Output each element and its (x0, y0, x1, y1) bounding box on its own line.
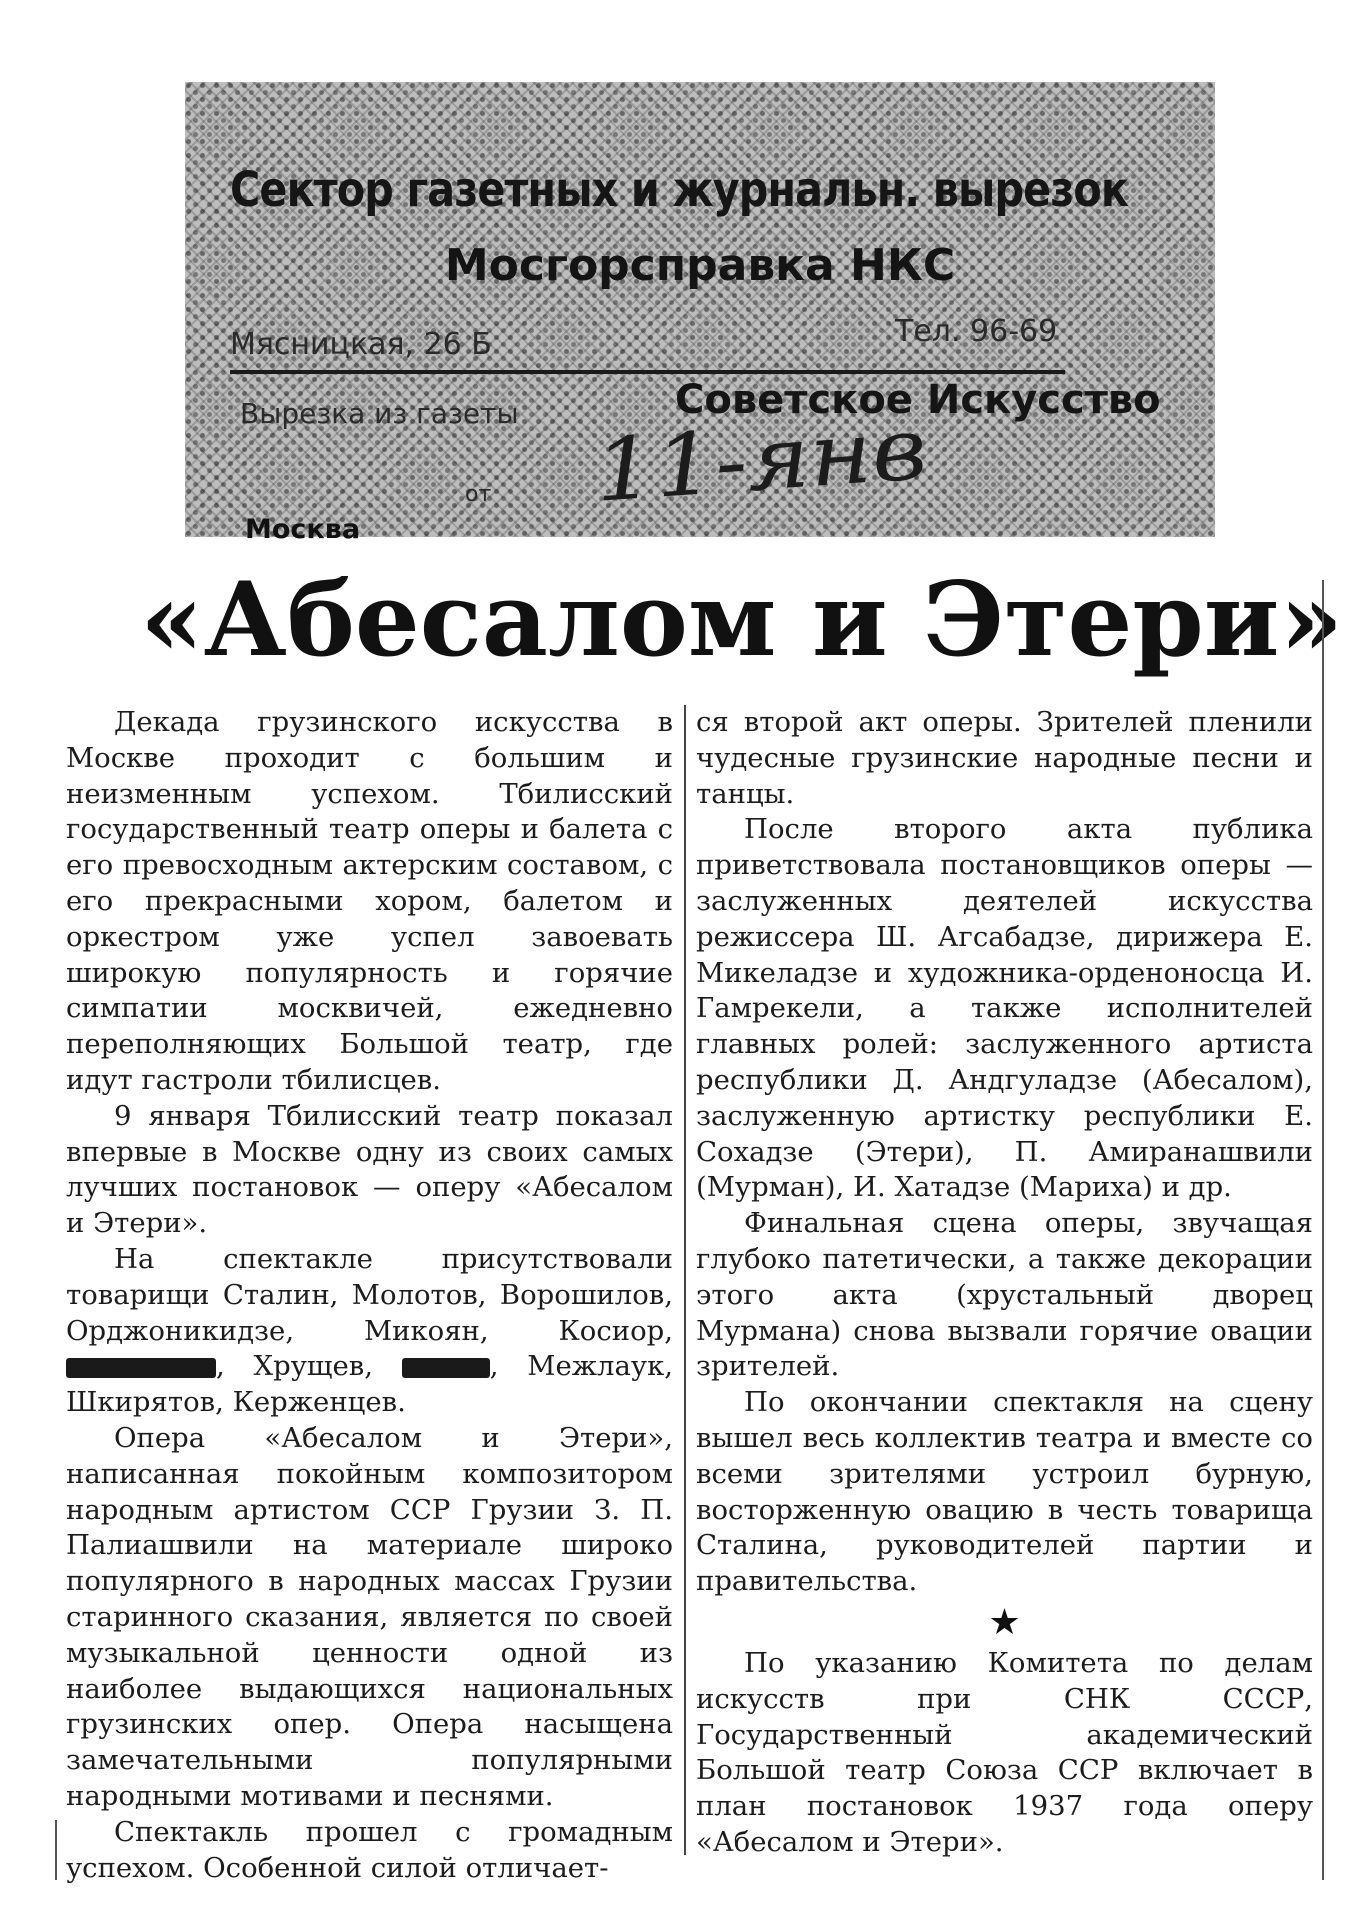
stamp-divider (230, 370, 1065, 374)
article-column-left (66, 705, 673, 1886)
paragraph: После второго акта публика приветствовала постановщиков оперы — заслуженных деятелей искусства режиссера Ш. Агсабадзе, дирижера Е. Микеладзе и художника-орденоносца И. Гамрекели, а также исполнителей главных ролей: заслуженного артиста республики Д. Андгуладзе (Абесалом), заслуженную артистку республики Е. Сохадзе (Этери), П. Амиранашвили (Мурман), И. Хатадзе (Мариха) и др. (696, 813, 1313, 1204)
article-column-right (696, 705, 1313, 1861)
column-divider (684, 705, 686, 1855)
stamp-newspaper-name: Советское Искусство (675, 377, 1161, 423)
stamp-city: Москва (245, 514, 361, 545)
star-separator-icon: ★ (988, 1601, 1021, 1643)
stamp-title: Сектор газетных и журнальн. вырезок (230, 162, 1129, 218)
paragraph-attendees (66, 1242, 673, 1421)
clipping-edge-right (1322, 580, 1324, 1880)
attendees-text: На спектакле присутствовали товарищи Сталин, Молотов, Ворошилов, Орджоникидзе, Микоян, Косиор, (66, 1242, 673, 1347)
paragraph: Финальная сцена оперы, звучащая глубоко патетически, а также декорации этого акта (хрустальный дворец Мурмана) снова вызвали горячие овации зрителей. (696, 1207, 1313, 1383)
stamp-organization: Мосгорсправка НКС (444, 240, 956, 291)
clipping-edge-left (55, 1820, 57, 1880)
stamp-source-label: Вырезка из газеты (240, 397, 519, 430)
paragraph: ся второй акт оперы. Зрителей пленили чудесные грузинские народные песни и танцы. (696, 706, 1313, 810)
article-headline: «Абесалом и Этери» (140, 560, 1344, 680)
paragraph: Опера «Абесалом и Этери», написанная покойным композитором народным артистом ССР Грузии З. П. Палиашвили на материале широко популярного в народных массах Грузии старинного сказания, является по своей музыкальной ценности одной из наиболее выдающихся национальных грузинских опер. Опера насыщена замечательными популярными народными мотивами и песнями. (66, 1421, 673, 1812)
stamp-from-label: от (465, 482, 492, 507)
redacted-name (402, 1358, 490, 1378)
paragraph: По указанию Комитета по делам искусств при СНК СССР, Государственный академический Большой театр Союза ССР включает в план постановок 1937 года оперу «Абесалом и Этери». (696, 1646, 1313, 1858)
paragraph: Декада грузинского искусства в Москве проходит с большим и неизменным успехом. Тбилисский государственный театр оперы и балета с его превосходным актерским составом, с его прекрасными хором, балетом и оркестром уже успел завоевать широкую популярность и горячие симпатии москвичей, ежедневно переполняющих Большой театр, где идут гастроли тбилисцев. (66, 706, 673, 1096)
attendees-text: , Хрущев, (216, 1350, 373, 1383)
paragraph: Спектакль прошел с громадным успехом. Особенной силой отличает- (66, 1815, 673, 1884)
paragraph: По окончании спектакля на сцену вышел весь коллектив театра и вместе со всеми зрителями устроил бурную, восторженную овацию в честь товарища Сталина, руководителей партии и правительства. (696, 1386, 1313, 1598)
redacted-name (66, 1358, 216, 1378)
stamp-handwritten-date: 11-янв (591, 398, 931, 522)
paragraph: 9 января Тбилисский театр показал впервые в Москве одну из своих самых лучших постановок — оперу «Абесалом и Этери». (66, 1099, 673, 1240)
clipping-service-stamp (185, 82, 1215, 545)
stamp-phone: Тел. 96-69 (895, 314, 1058, 349)
attendees-text: , Межлаук, Шкирятов, Керженцев. (66, 1350, 673, 1419)
stamp-address: Мясницкая, 26 Б (230, 327, 492, 362)
